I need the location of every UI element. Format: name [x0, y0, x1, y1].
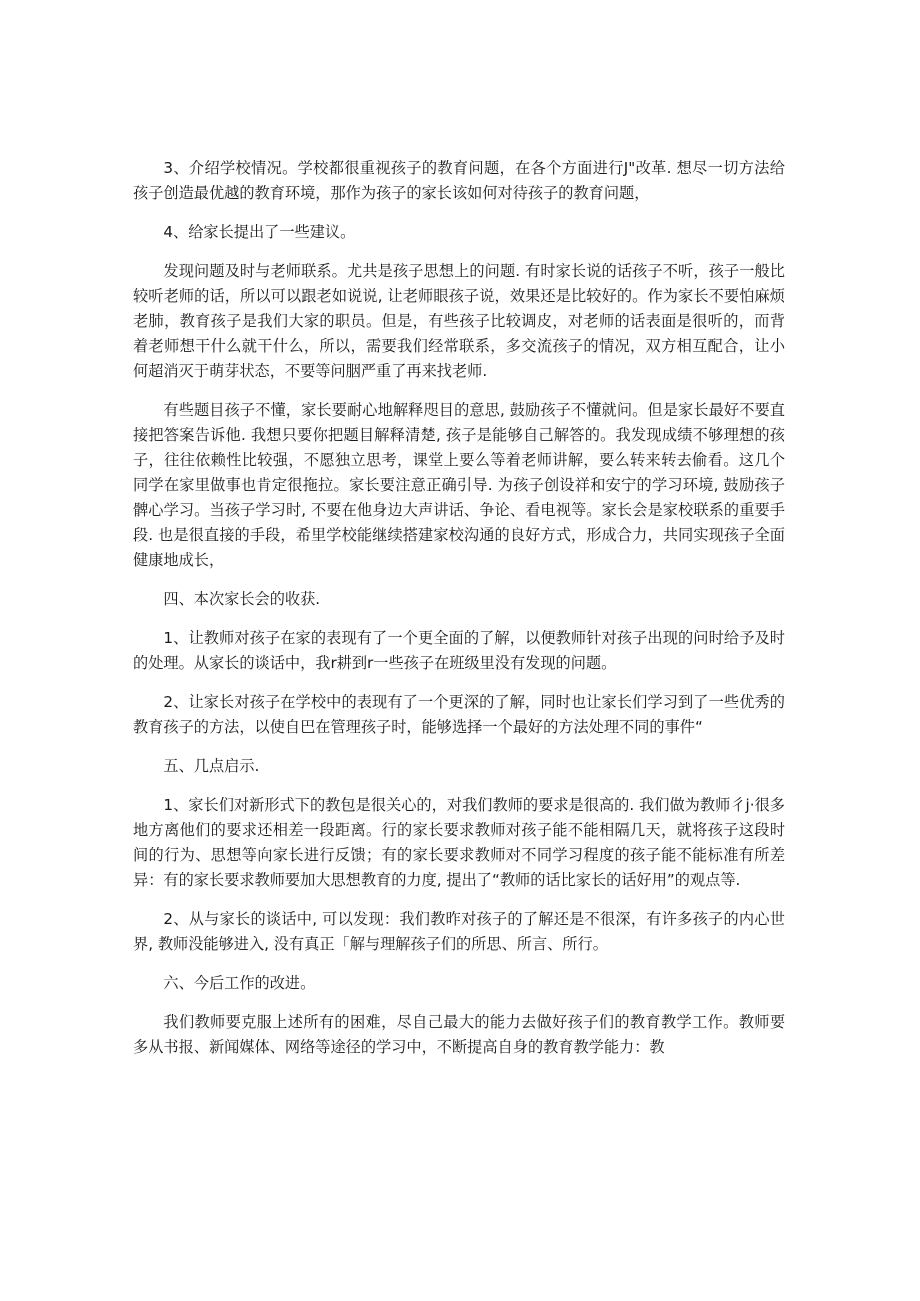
paragraph-gain-2: 2、让家长对孩子在学校中的表现有了一个更深的了解，同时也让家长们学习到了一些优秀的教育孩子的方法，以使自巴在管理孩子时，能够选择一个最好的方法处理不同的事件“ [133, 693, 785, 736]
paragraph-patient-explanation: 有些题目孩子不懂，家长要耐心地解释咫目的意思, 鼓励孩子不懂就问。但是家长最好不要直接把答案告诉他. 我想只要你把题目解释清楚, 孩子是能够自己解答的。我发现成绩不够理想的孩子，往往依赖性比较强，不愿独立思考，课堂上要么等着老师讲解，要么转来转去偷看。这几个同学在家里做事也肯定很拖拉。家长要注意正确引导. 为孩子创设祥和安宁的学习环境, 鼓励孩子髀心学习。当孩子学习时, 不要在他身边大声讲话、争论、看电视等。家长会是家校联系的重要手段. 也是很直接的手段，希里学校能继续搭建家校沟通的良好方式，形成合力，共同实现孩子全面健康地成长， [133, 401, 785, 569]
heading-gains: 四、本次家长会的收获. [163, 590, 321, 608]
heading-suggestions: 4、给家长提出了一些建议。 [163, 223, 356, 241]
paragraph-insight-1: 1、家长们对新形式下的教包是很关心的，对我们教师的要求是很高的. 我们做为教师彳j·很多地方离他们的要求还相差一段距离。行的家长要求教师对孩子能不能相隔几天，就将孩子这段时间的行为、思想等向家长进行反馈；有的家长要求教师对不同学习程度的孩子能不能标准有所差异：有的家长要求教师要加大思想教育的力度, 提出了“教师的话比家长的话好用”的观点等. [133, 796, 785, 889]
paragraph-gain-1: 1、让教师对孩子在家的表现有了一个更全面的了解，以便教师针对孩子出现的问时给予及时的处理。从家长的谈话中，我r耕到r一些孩子在班级里没有发现的问题。 [133, 629, 785, 672]
paragraph-insight-2: 2、从与家长的谈话中, 可以发现：我们教昨对孩子的了解还是不很深，有许多孩子的内心世界, 教师没能够进入, 没有真正「解与理解孩子们的所思、所言、所行。 [133, 910, 785, 953]
heading-insights: 五、几点启示. [163, 757, 260, 775]
paragraph-school-intro: 3、介绍学校情况。学校都很重视孩子的教育问题，在各个方面进行J"改革. 想尽一切方法给孩子创造最优越的教育环境，那作为孩子的家长该如何对待孩子的教育问题， [133, 159, 785, 202]
heading-improvements: 六、今后工作的改进。 [163, 974, 316, 992]
paragraph-improvement-1: 我们教师要克服上述所有的困难，尽自己最大的能力去做好孩子们的教育教学工作。教师要多从书报、新闻媒体、网络等途径的学习中，不断提高自身的教育教学能力：教 [133, 1013, 785, 1056]
document-page [133, 156, 785, 1074]
paragraph-contact-teacher: 发现问题及时与老师联系。尤共是孩子思想上的问题. 有时家长说的话孩子不听，孩子一般比较听老师的话，所以可以跟老如说说, 让老师眼孩子说，效果还是比较好的。作为家长不要怕麻烦老肺，教育孩子是我们大家的职员。但是，有些孩子比较调皮，对老师的话表面是很听的，而背着老师想干什么就干什么，所以，需要我们经常联系，多交流孩子的情况，双方相互配合，让小何超消灭于萌芽状态，不要等问胭严重了再来找老师. [133, 262, 785, 380]
